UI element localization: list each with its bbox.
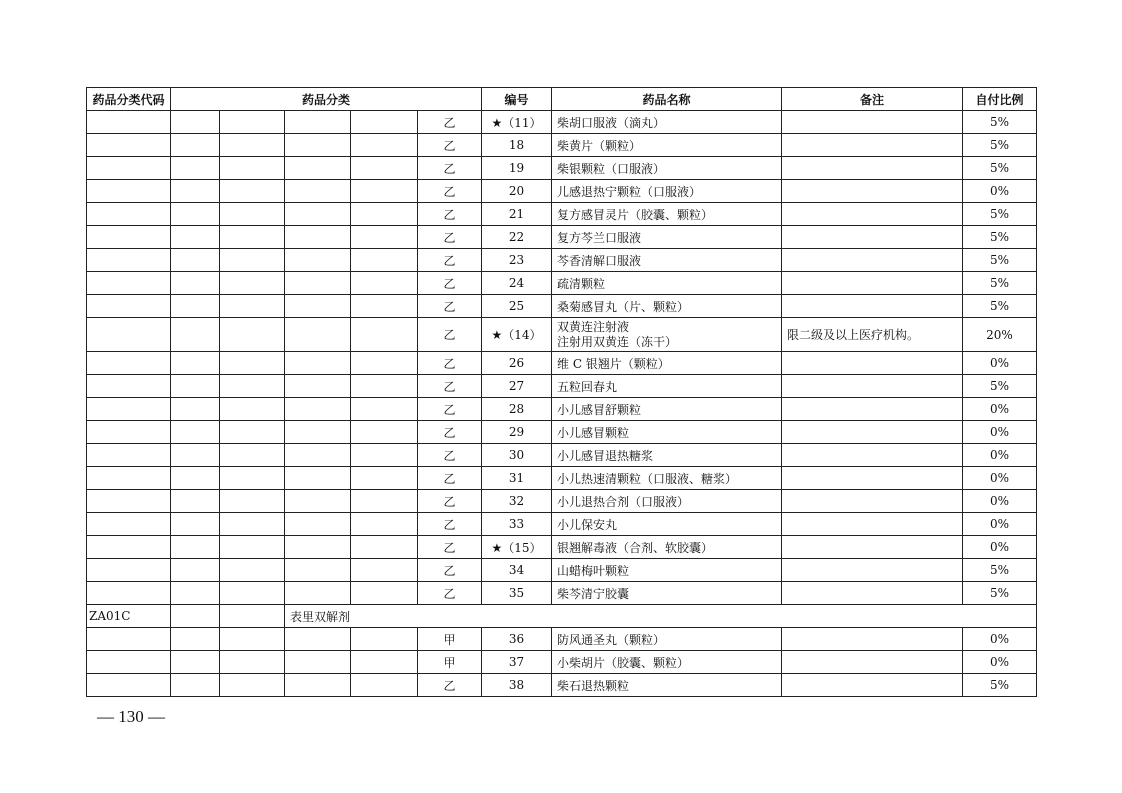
drug-name-cell: 小儿感冒退热糖浆: [552, 444, 782, 467]
number-cell: 23: [482, 249, 552, 272]
empty-cell: [171, 375, 220, 398]
remark-cell: [782, 226, 963, 249]
empty-cell: [220, 203, 285, 226]
grade-cell: 乙: [418, 559, 482, 582]
empty-cell: [171, 295, 220, 318]
empty-cell: [220, 157, 285, 180]
empty-cell: [171, 605, 220, 628]
empty-cell: [87, 490, 171, 513]
empty-cell: [351, 513, 418, 536]
ratio-cell: 0%: [963, 651, 1037, 674]
empty-cell: [87, 318, 171, 352]
empty-cell: [87, 467, 171, 490]
empty-cell: [171, 352, 220, 375]
ratio-cell: 0%: [963, 467, 1037, 490]
empty-cell: [87, 536, 171, 559]
empty-cell: [285, 111, 351, 134]
drug-name-cell: 柴黄片（颗粒）: [552, 134, 782, 157]
remark-cell: [782, 490, 963, 513]
empty-cell: [171, 651, 220, 674]
drug-name-cell: 小儿热速清颗粒（口服液、糖浆）: [552, 467, 782, 490]
empty-cell: [351, 490, 418, 513]
empty-cell: [171, 111, 220, 134]
remark-cell: [782, 272, 963, 295]
empty-cell: [351, 651, 418, 674]
table-row: [87, 352, 1037, 375]
table-row: [87, 628, 1037, 651]
grade-cell: 甲: [418, 628, 482, 651]
empty-cell: [351, 272, 418, 295]
empty-cell: [87, 180, 171, 203]
ratio-cell: 0%: [963, 490, 1037, 513]
drug-name-cell: 复方感冒灵片（胶囊、颗粒）: [552, 203, 782, 226]
empty-cell: [220, 249, 285, 272]
drug-name-cell: 柴芩清宁胶囊: [552, 582, 782, 605]
drug-name-cell: 柴银颗粒（口服液）: [552, 157, 782, 180]
grade-cell: 乙: [418, 352, 482, 375]
empty-cell: [220, 111, 285, 134]
drug-name-cell: 复方芩兰口服液: [552, 226, 782, 249]
empty-cell: [87, 582, 171, 605]
remark-cell: [782, 352, 963, 375]
header-remark: 备注: [782, 88, 963, 111]
ratio-cell: 5%: [963, 375, 1037, 398]
empty-cell: [351, 628, 418, 651]
number-cell: ★（11）: [482, 111, 552, 134]
grade-cell: 乙: [418, 134, 482, 157]
grade-cell: 乙: [418, 513, 482, 536]
empty-cell: [285, 421, 351, 444]
empty-cell: [87, 203, 171, 226]
grade-cell: 乙: [418, 421, 482, 444]
empty-cell: [351, 352, 418, 375]
number-cell: 21: [482, 203, 552, 226]
drug-name-cell: 维 C 银翘片（颗粒）: [552, 352, 782, 375]
table-row: [87, 203, 1037, 226]
empty-cell: [87, 674, 171, 697]
number-cell: ★（15）: [482, 536, 552, 559]
remark-cell: 限二级及以上医疗机构。: [782, 318, 963, 352]
empty-cell: [87, 375, 171, 398]
table-row: [87, 375, 1037, 398]
empty-cell: [171, 582, 220, 605]
grade-cell: 乙: [418, 157, 482, 180]
empty-cell: [220, 352, 285, 375]
empty-cell: [220, 180, 285, 203]
remark-cell: [782, 467, 963, 490]
empty-cell: [87, 651, 171, 674]
grade-cell: 乙: [418, 111, 482, 134]
remark-cell: [782, 513, 963, 536]
header-number: 编号: [482, 88, 552, 111]
remark-cell: [782, 249, 963, 272]
empty-cell: [220, 444, 285, 467]
number-cell: 25: [482, 295, 552, 318]
grade-cell: 乙: [418, 180, 482, 203]
drug-name-cell: 柴胡口服液（滴丸）: [552, 111, 782, 134]
remark-cell: [782, 157, 963, 180]
grade-cell: 乙: [418, 536, 482, 559]
drug-name-cell: 桑菊感冒丸（片、颗粒）: [552, 295, 782, 318]
remark-cell: [782, 582, 963, 605]
empty-cell: [87, 295, 171, 318]
number-cell: 26: [482, 352, 552, 375]
empty-cell: [220, 559, 285, 582]
ratio-cell: 5%: [963, 134, 1037, 157]
remark-cell: [782, 111, 963, 134]
grade-cell: 乙: [418, 398, 482, 421]
number-cell: 38: [482, 674, 552, 697]
table-row: [87, 111, 1037, 134]
grade-cell: 甲: [418, 651, 482, 674]
table-row: [87, 513, 1037, 536]
drug-name-cell: 儿感退热宁颗粒（口服液）: [552, 180, 782, 203]
grade-cell: 乙: [418, 490, 482, 513]
empty-cell: [285, 398, 351, 421]
ratio-cell: 0%: [963, 398, 1037, 421]
empty-cell: [351, 157, 418, 180]
empty-cell: [220, 134, 285, 157]
empty-cell: [220, 651, 285, 674]
empty-cell: [171, 249, 220, 272]
empty-cell: [285, 536, 351, 559]
table-row: [87, 249, 1037, 272]
remark-cell: [782, 536, 963, 559]
remark-cell: [782, 674, 963, 697]
ratio-cell: 5%: [963, 203, 1037, 226]
table-row: [87, 651, 1037, 674]
grade-cell: 乙: [418, 203, 482, 226]
drug-name-line: 注射用双黄连（冻干）: [557, 334, 678, 349]
empty-cell: [220, 513, 285, 536]
empty-cell: [171, 536, 220, 559]
table-row: [87, 559, 1037, 582]
empty-cell: [285, 513, 351, 536]
empty-cell: [285, 134, 351, 157]
empty-cell: [351, 674, 418, 697]
empty-cell: [87, 249, 171, 272]
empty-cell: [220, 375, 285, 398]
table-row: [87, 582, 1037, 605]
number-cell: 30: [482, 444, 552, 467]
table-row: [87, 490, 1037, 513]
ratio-cell: 5%: [963, 111, 1037, 134]
grade-cell: 乙: [418, 272, 482, 295]
table-row: [87, 295, 1037, 318]
empty-cell: [351, 318, 418, 352]
number-cell: 29: [482, 421, 552, 444]
ratio-cell: 5%: [963, 674, 1037, 697]
empty-cell: [285, 375, 351, 398]
empty-cell: [87, 421, 171, 444]
header-category: 药品分类: [171, 88, 482, 111]
table-header-row: [87, 88, 1037, 111]
empty-cell: [171, 134, 220, 157]
grade-cell: 乙: [418, 467, 482, 490]
drug-name-cell: 小儿保安丸: [552, 513, 782, 536]
page-number: — 130 —: [97, 707, 165, 726]
empty-cell: [351, 375, 418, 398]
empty-cell: [171, 628, 220, 651]
table-row: [87, 674, 1037, 697]
table-row: [87, 318, 1037, 352]
empty-cell: [171, 203, 220, 226]
empty-cell: [285, 490, 351, 513]
number-cell: 35: [482, 582, 552, 605]
empty-cell: [220, 582, 285, 605]
ratio-cell: 0%: [963, 444, 1037, 467]
empty-cell: [220, 490, 285, 513]
category-code: ZA01C: [87, 605, 171, 628]
empty-cell: [351, 398, 418, 421]
grade-cell: 乙: [418, 249, 482, 272]
empty-cell: [171, 157, 220, 180]
table-row: [87, 134, 1037, 157]
empty-cell: [171, 513, 220, 536]
table-row: [87, 467, 1037, 490]
number-cell: 37: [482, 651, 552, 674]
drug-name-cell: 小柴胡片（胶囊、颗粒）: [552, 651, 782, 674]
empty-cell: [87, 398, 171, 421]
drug-name-cell: 防风通圣丸（颗粒）: [552, 628, 782, 651]
ratio-cell: 0%: [963, 421, 1037, 444]
table-row: [87, 226, 1037, 249]
remark-cell: [782, 203, 963, 226]
drug-name-cell: 山蜡梅叶颗粒: [552, 559, 782, 582]
number-cell: 31: [482, 467, 552, 490]
empty-cell: [351, 536, 418, 559]
empty-cell: [87, 226, 171, 249]
empty-cell: [285, 157, 351, 180]
grade-cell: 乙: [418, 226, 482, 249]
drug-name-cell: 小儿退热合剂（口服液）: [552, 490, 782, 513]
empty-cell: [285, 651, 351, 674]
empty-cell: [351, 134, 418, 157]
empty-cell: [220, 272, 285, 295]
empty-cell: [285, 352, 351, 375]
remark-cell: [782, 295, 963, 318]
drug-name-cell: 芩香清解口服液: [552, 249, 782, 272]
empty-cell: [220, 467, 285, 490]
empty-cell: [351, 582, 418, 605]
empty-cell: [87, 111, 171, 134]
ratio-cell: 5%: [963, 157, 1037, 180]
table-row: [87, 536, 1037, 559]
number-cell: 27: [482, 375, 552, 398]
empty-cell: [285, 582, 351, 605]
empty-cell: [285, 444, 351, 467]
number-cell: 28: [482, 398, 552, 421]
empty-cell: [171, 674, 220, 697]
drug-catalog-table: [86, 87, 1037, 697]
empty-cell: [87, 444, 171, 467]
remark-cell: [782, 180, 963, 203]
ratio-cell: 0%: [963, 513, 1037, 536]
empty-cell: [171, 318, 220, 352]
empty-cell: [285, 628, 351, 651]
drug-name-cell: 小儿感冒颗粒: [552, 421, 782, 444]
grade-cell: 乙: [418, 375, 482, 398]
empty-cell: [220, 226, 285, 249]
empty-cell: [220, 318, 285, 352]
grade-cell: 乙: [418, 444, 482, 467]
empty-cell: [171, 421, 220, 444]
number-cell: 32: [482, 490, 552, 513]
table-row: [87, 421, 1037, 444]
empty-cell: [285, 674, 351, 697]
empty-cell: [285, 249, 351, 272]
ratio-cell: 5%: [963, 249, 1037, 272]
empty-cell: [171, 180, 220, 203]
empty-cell: [87, 559, 171, 582]
ratio-cell: 5%: [963, 226, 1037, 249]
empty-cell: [351, 444, 418, 467]
empty-cell: [285, 295, 351, 318]
ratio-cell: 0%: [963, 352, 1037, 375]
ratio-cell: 5%: [963, 559, 1037, 582]
number-cell: 19: [482, 157, 552, 180]
drug-name-cell: [552, 318, 782, 352]
drug-name-cell: 五粒回春丸: [552, 375, 782, 398]
ratio-cell: 5%: [963, 582, 1037, 605]
empty-cell: [87, 157, 171, 180]
empty-cell: [285, 226, 351, 249]
grade-cell: 乙: [418, 582, 482, 605]
grade-cell: 乙: [418, 318, 482, 352]
ratio-cell: 0%: [963, 628, 1037, 651]
empty-cell: [351, 421, 418, 444]
table-row: [87, 272, 1037, 295]
empty-cell: [87, 628, 171, 651]
remark-cell: [782, 651, 963, 674]
table-row: [87, 157, 1037, 180]
empty-cell: [285, 180, 351, 203]
header-name: 药品名称: [552, 88, 782, 111]
drug-name-cell: 银翘解毒液（合剂、软胶囊）: [552, 536, 782, 559]
number-cell: ★（14）: [482, 318, 552, 352]
empty-cell: [171, 490, 220, 513]
remark-cell: [782, 444, 963, 467]
remark-cell: [782, 134, 963, 157]
table-row: [87, 398, 1037, 421]
grade-cell: 乙: [418, 295, 482, 318]
empty-cell: [351, 203, 418, 226]
category-label: 表里双解剂: [285, 605, 1037, 628]
empty-cell: [171, 467, 220, 490]
number-cell: 20: [482, 180, 552, 203]
number-cell: 18: [482, 134, 552, 157]
header-ratio: 自付比例: [963, 88, 1037, 111]
empty-cell: [171, 226, 220, 249]
grade-cell: 乙: [418, 674, 482, 697]
empty-cell: [351, 226, 418, 249]
remark-cell: [782, 559, 963, 582]
number-cell: 34: [482, 559, 552, 582]
empty-cell: [285, 318, 351, 352]
empty-cell: [285, 272, 351, 295]
remark-cell: [782, 421, 963, 444]
drug-name-cell: 小儿感冒舒颗粒: [552, 398, 782, 421]
empty-cell: [87, 272, 171, 295]
table-body: [87, 111, 1037, 697]
empty-cell: [220, 295, 285, 318]
drug-name-line: 双黄连注射液: [557, 319, 630, 334]
drug-name-cell: 疏清颗粒: [552, 272, 782, 295]
table-row: [87, 180, 1037, 203]
number-cell: 36: [482, 628, 552, 651]
empty-cell: [351, 467, 418, 490]
empty-cell: [171, 444, 220, 467]
empty-cell: [220, 536, 285, 559]
empty-cell: [351, 180, 418, 203]
empty-cell: [285, 559, 351, 582]
empty-cell: [285, 203, 351, 226]
empty-cell: [351, 111, 418, 134]
ratio-cell: 0%: [963, 180, 1037, 203]
drug-name-cell: 柴石退热颗粒: [552, 674, 782, 697]
empty-cell: [87, 352, 171, 375]
table-row: [87, 444, 1037, 467]
empty-cell: [220, 421, 285, 444]
empty-cell: [87, 513, 171, 536]
empty-cell: [171, 398, 220, 421]
empty-cell: [171, 272, 220, 295]
empty-cell: [351, 249, 418, 272]
number-cell: 33: [482, 513, 552, 536]
remark-cell: [782, 398, 963, 421]
ratio-cell: 5%: [963, 295, 1037, 318]
empty-cell: [351, 295, 418, 318]
number-cell: 24: [482, 272, 552, 295]
empty-cell: [285, 467, 351, 490]
empty-cell: [87, 134, 171, 157]
empty-cell: [171, 559, 220, 582]
empty-cell: [220, 605, 285, 628]
remark-cell: [782, 375, 963, 398]
category-row: [87, 605, 1037, 628]
ratio-cell: 0%: [963, 536, 1037, 559]
empty-cell: [220, 628, 285, 651]
remark-cell: [782, 628, 963, 651]
number-cell: 22: [482, 226, 552, 249]
empty-cell: [220, 398, 285, 421]
ratio-cell: 20%: [963, 318, 1037, 352]
ratio-cell: 5%: [963, 272, 1037, 295]
empty-cell: [351, 559, 418, 582]
header-code: 药品分类代码: [87, 88, 171, 111]
empty-cell: [220, 674, 285, 697]
